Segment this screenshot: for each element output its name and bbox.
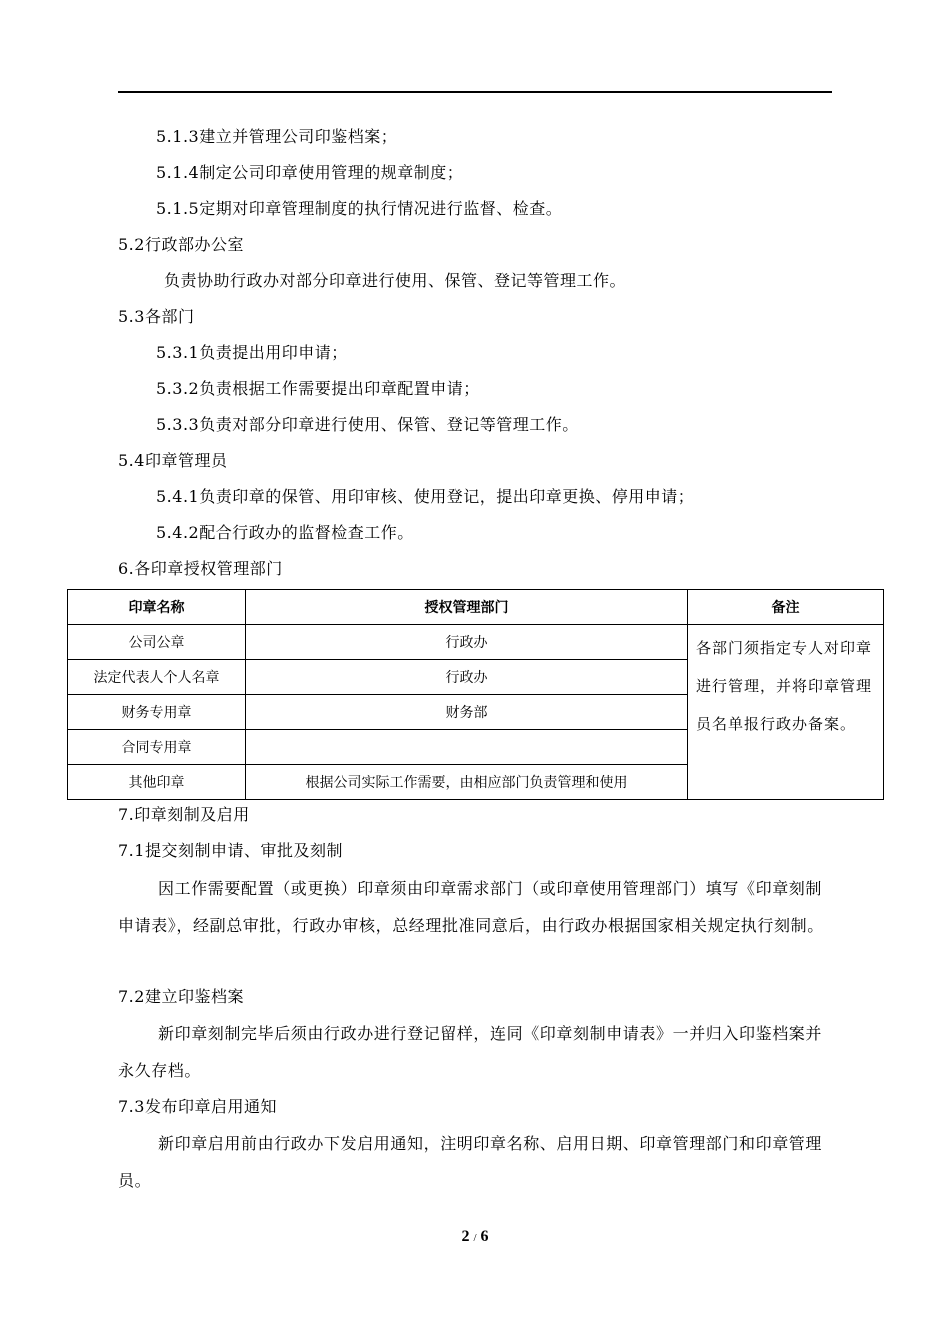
dept-cell (246, 730, 688, 765)
heading-6: 6.各印章授权管理部门 (118, 559, 283, 578)
col-header-note: 备注 (688, 590, 884, 625)
item-5-3-2: 5.3.2负责根据工作需要提出印章配置申请； (156, 379, 480, 398)
heading-7-2: 7.2建立印鉴档案 (118, 987, 244, 1006)
item-5-3-3: 5.3.3负责对部分印章进行使用、保管、登记等管理工作。 (156, 415, 579, 434)
para-7-2: 新印章刻制完毕后须由行政办进行登记留样，连同《印章刻制申请表》一并归入印鉴档案并永久存档。 (118, 1024, 823, 1080)
dept-cell: 行政办 (246, 660, 688, 695)
para-7-1: 因工作需要配置（或更换）印章须由印章需求部门（或印章使用管理部门）填写《印章刻制申请表》，经副总审批，行政办审核，总经理批准同意后，由行政办根据国家相关规定执行刻制。 (118, 879, 824, 935)
table-header-row (68, 590, 884, 625)
heading-5-2: 5.2行政部办公室 (118, 235, 244, 254)
dept-cell: 财务部 (246, 695, 688, 730)
heading-7-1: 7.1提交刻制申请、审批及刻制 (118, 841, 343, 860)
seal-name-cell: 财务专用章 (68, 695, 246, 730)
seal-name-cell: 公司公章 (68, 625, 246, 660)
heading-5-4: 5.4印章管理员 (118, 451, 228, 470)
item-5-3-1: 5.3.1负责提出用印申请； (156, 343, 348, 362)
col-header-seal-name: 印章名称 (68, 590, 246, 625)
item-5-1-3: 5.1.3建立并管理公司印鉴档案； (156, 127, 398, 146)
heading-5-3: 5.3各部门 (118, 307, 195, 326)
seal-name-cell: 合同专用章 (68, 730, 246, 765)
heading-7: 7.印章刻制及启用 (118, 805, 250, 824)
table-row (68, 625, 884, 660)
dept-cell: 行政办 (246, 625, 688, 660)
item-5-1-4: 5.1.4制定公司印章使用管理的规章制度； (156, 163, 464, 182)
current-page: 2 (461, 1228, 470, 1245)
item-5-4-1: 5.4.1负责印章的保管、用印审核、使用登记，提出印章更换、停用申请； (156, 487, 695, 506)
dept-cell: 根据公司实际工作需要，由相应部门负责管理和使用 (246, 765, 688, 800)
seal-authorization-table (67, 589, 884, 800)
page-number (0, 1228, 950, 1246)
para-5-2: 负责协助行政办对部分印章进行使用、保管、登记等管理工作。 (164, 271, 627, 290)
para-7-3: 新印章启用前由行政办下发启用通知，注明印章名称、启用日期、印章管理部门和印章管理员。 (118, 1134, 823, 1190)
item-5-4-2: 5.4.2配合行政办的监督检查工作。 (156, 523, 414, 542)
item-5-1-5: 5.1.5定期对印章管理制度的执行情况进行监督、检查。 (156, 199, 563, 218)
note-cell: 各部门须指定专人对印章进行管理，并将印章管理员名单报行政办备案。 (688, 625, 884, 800)
header-rule (118, 91, 832, 93)
total-pages: 6 (480, 1228, 489, 1245)
col-header-dept: 授权管理部门 (246, 590, 688, 625)
heading-7-3: 7.3发布印章启用通知 (118, 1097, 277, 1116)
seal-name-cell: 法定代表人个人名章 (68, 660, 246, 695)
page-separator: / (473, 1232, 477, 1244)
seal-name-cell: 其他印章 (68, 765, 246, 800)
